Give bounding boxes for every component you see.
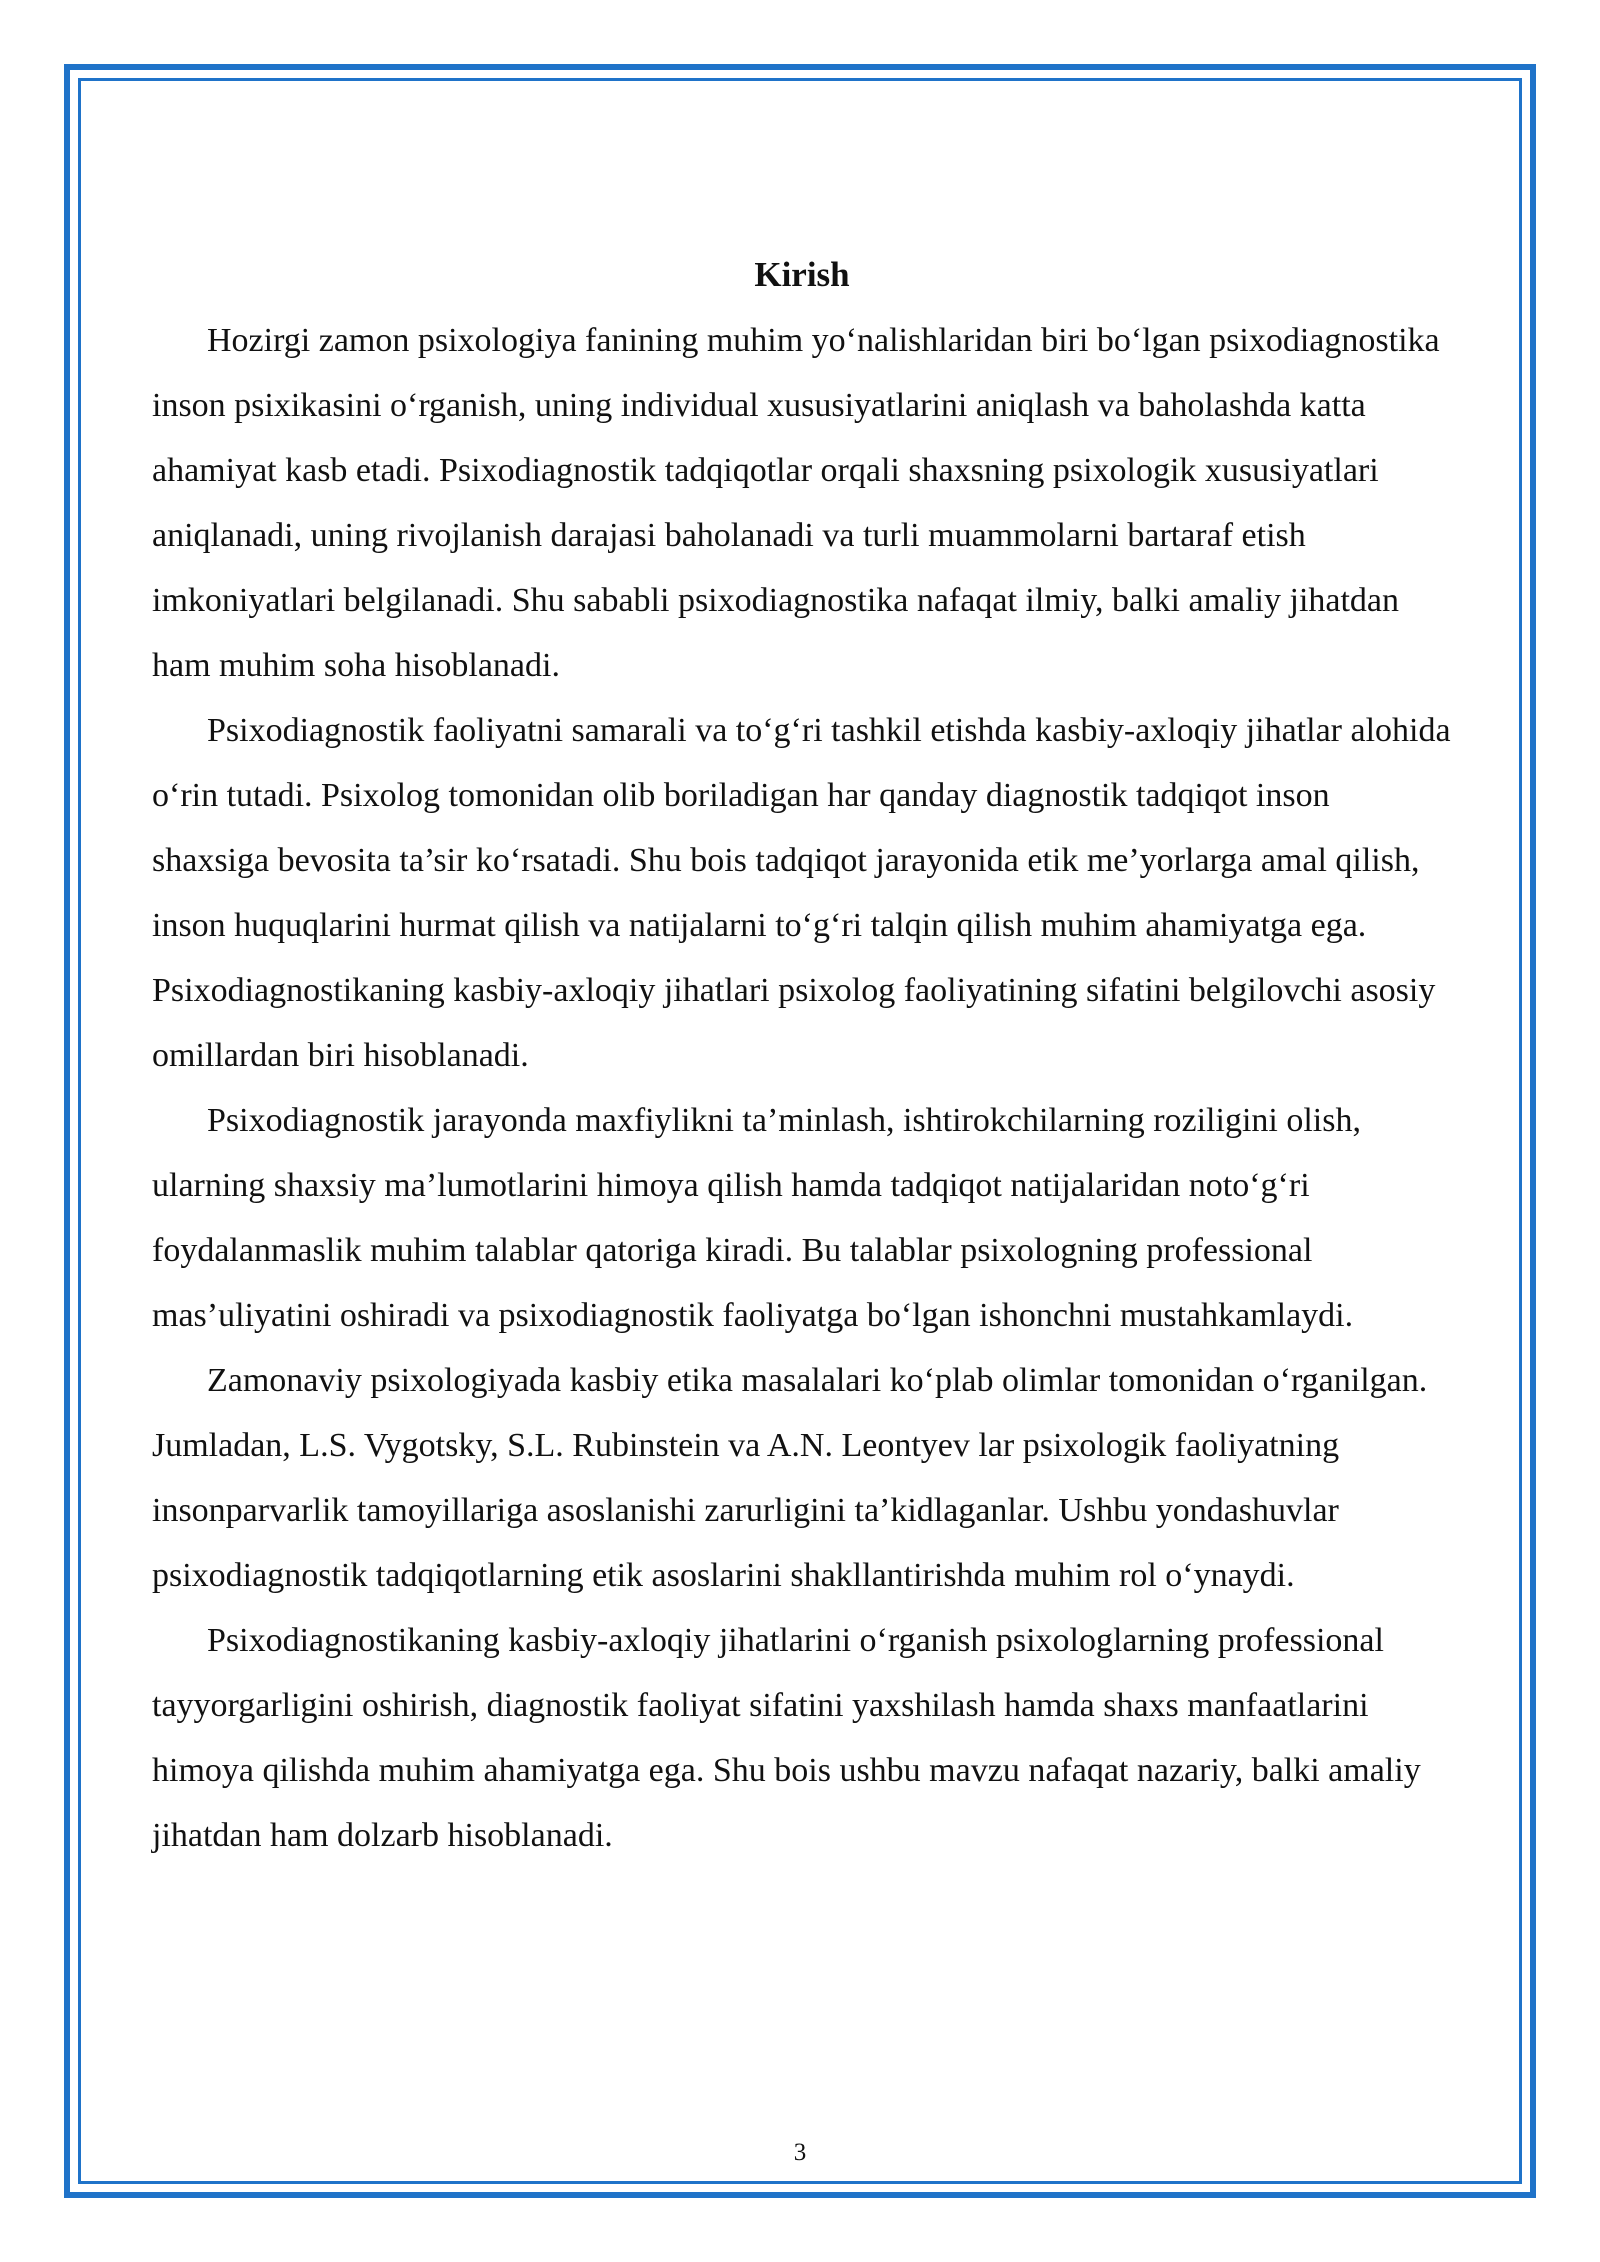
paragraph-4: Zamonaviy psixologiyada kasbiy etika masalalari ko‘plab olimlar tomonidan o‘rganilgan. Jumladan, L.S. Vygotsky, S.L. Rubinstein va A.N. Leontyev lar psixologik faoliyatning insonparvarlik tamoyillariga asoslanishi zarurligini ta’kidlaganlar. Ushbu yondashuvlar psixodiagnostik tadqiqotlarning etik asoslarini shakllantirishda muhim rol o‘ynaydi. (152, 1362, 1428, 1594)
paragraph-3: Psixodiagnostik jarayonda maxfiylikni ta’minlash, ishtirokchilarning roziligini olish, ularning shaxsiy ma’lumotlarini himoya qilish hamda tadqiqot natijalaridan noto‘g‘ri foydalanmaslik muhim talablar qatoriga kiradi. Bu talablar psixologning professional mas’uliyatini oshiradi va psixodiagnostik faoliyatga bo‘lgan ishonchni mustahkamlaydi. (152, 1102, 1361, 1334)
paragraph-5: Psixodiagnostikaning kasbiy-axloqiy jihatlarini o‘rganish psixologlarning professional tayyorgarligini oshirish, diagnostik faoliyat sifatini yaxshilash hamda shaxs manfaatlarini himoya qilishda muhim ahamiyatga ega. Shu bois ushbu mavzu nafaqat nazariy, balki amaliy jihatdan ham dolzarb hisoblanadi. (152, 1622, 1421, 1854)
paragraph-1: Hozirgi zamon psixologiya fanining muhim yo‘nalishlaridan biri bo‘lgan psixodiagnostika inson psixikasini o‘rganish, uning individual xususiyatlarini aniqlash va baholashda katta ahamiyat kasb etadi. Psixodiagnostik tadqiqotlar orqali shaxsning psixologik xususiyatlari aniqlanadi, uning rivojlanish darajasi baholanadi va turli muammolarni bartaraf etish imkoniyatlari belgilanadi. Shu sababli psixodiagnostika nafaqat ilmiy, balki amaliy jihatdan ham muhim soha hisoblanadi. (152, 322, 1440, 684)
document-body (152, 248, 1452, 1868)
paragraph-2: Psixodiagnostik faoliyatni samarali va to‘g‘ri tashkil etishda kasbiy-axloqiy jihatlar alohida o‘rin tutadi. Psixolog tomonidan olib boriladigan har qanday diagnostik tadqiqot inson shaxsiga bevosita ta’sir ko‘rsatadi. Shu bois tadqiqot jarayonida etik me’yorlarga amal qilish, inson huquqlarini hurmat qilish va natijalarni to‘g‘ri talqin qilish muhim ahamiyatga ega. Psixodiagnostikaning kasbiy-axloqiy jihatlari psixolog faoliyatining sifatini belgilovchi asosiy omillardan biri hisoblanadi. (152, 712, 1451, 1074)
page-number: 3 (793, 2139, 807, 2166)
section-title: Kirish (754, 255, 850, 294)
